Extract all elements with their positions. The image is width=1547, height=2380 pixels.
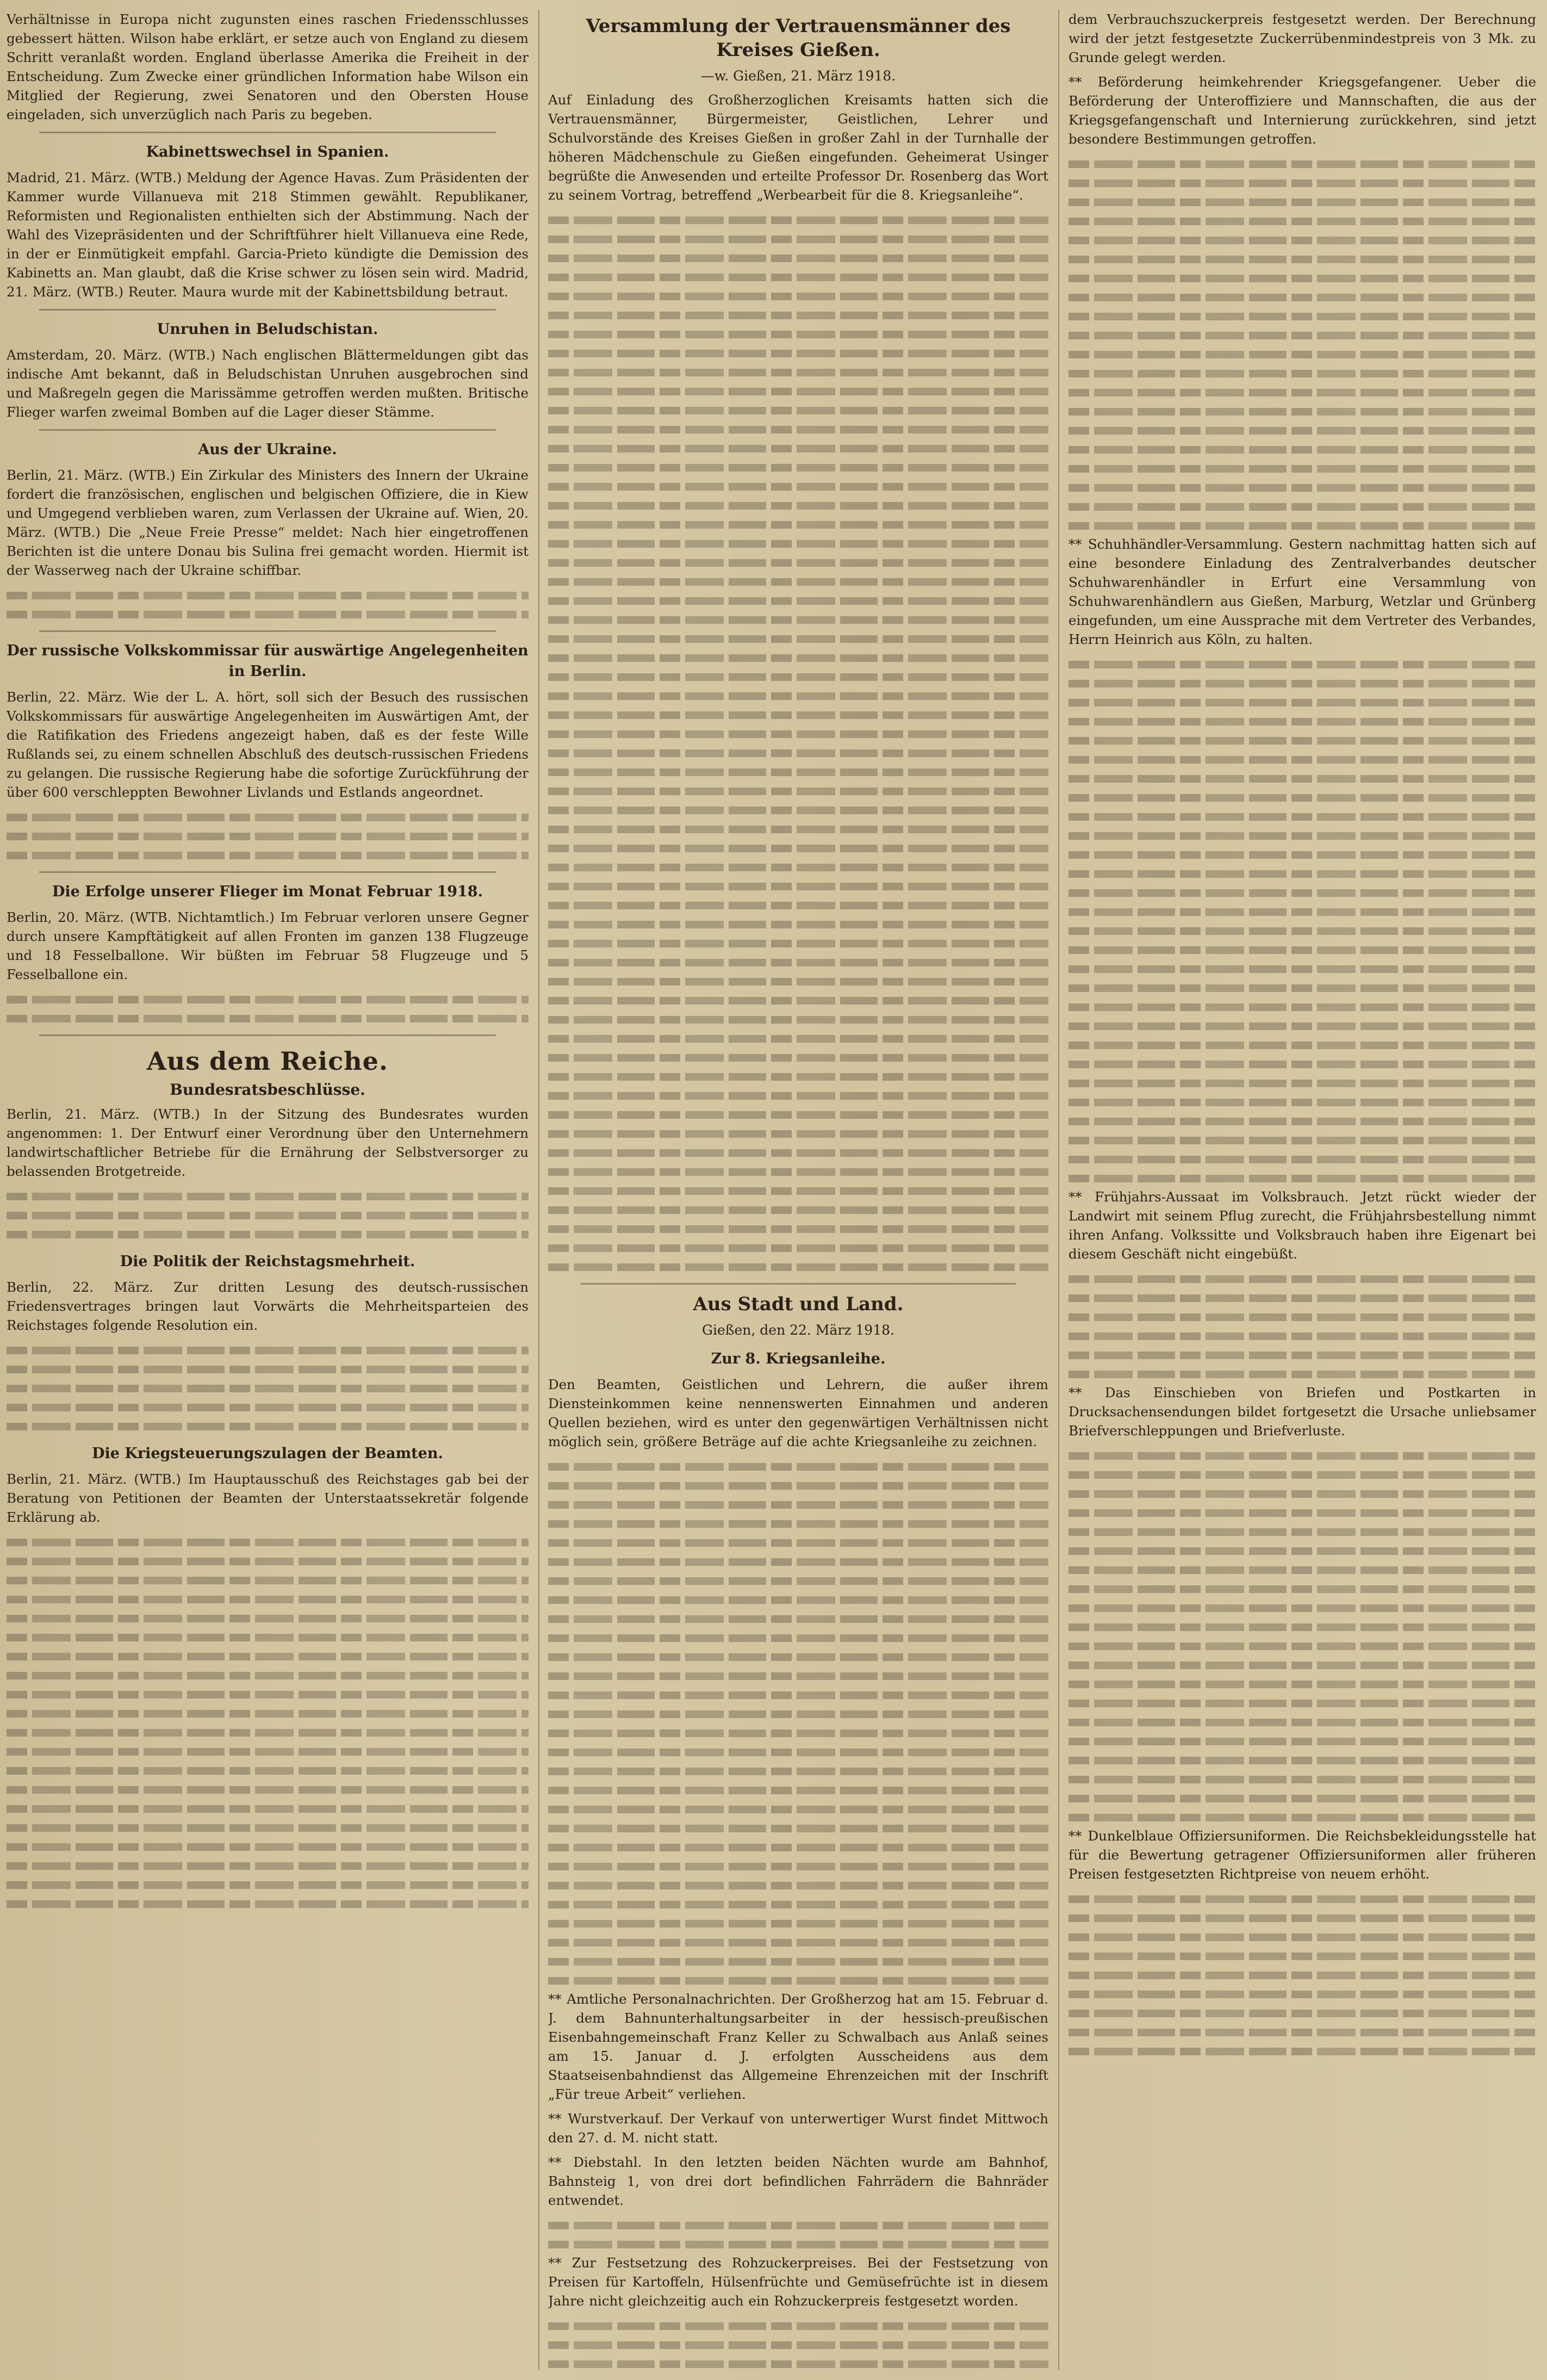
headline: Bundesratsbeschlüsse. bbox=[170, 1081, 365, 1099]
illegible-text-line bbox=[7, 1875, 529, 1893]
illegible-text-line bbox=[548, 629, 1048, 647]
illegible-text-line bbox=[7, 604, 529, 623]
illegible-text-line bbox=[1068, 173, 1536, 191]
illegible-text-line bbox=[1068, 1807, 1536, 1826]
separator bbox=[39, 132, 496, 133]
illegible-text-line bbox=[7, 1722, 529, 1741]
illegible-text-line bbox=[7, 1703, 529, 1722]
dateline: Gießen, den 22. März 1918. bbox=[702, 1322, 894, 1338]
article-text: ** Frühjahrs-Aussaat im Volksbrauch. Jetzt rückt wieder der Landwirt mit seinem Pflug zurecht, die Frühjahrsbestellung nimmt ihren Anfang. Volkssitte und Volksbrauch haben ihre Eigenart bei diesem Geschäft nicht eingebüßt. bbox=[1068, 1189, 1536, 1262]
illegible-text-line bbox=[548, 400, 1048, 419]
illegible-text-line bbox=[548, 362, 1048, 381]
article-text: Berlin, 20. März. (WTB. Nichtamtlich.) Im Februar verloren unsere Gegner durch unsere Kampftätigkeit auf allen Fronten im ganzen 138 Flugzeuge und 18 Fesselballone. Wir büßten im Februar 58 Flugzeuge und 5 Fesselballone ein. bbox=[7, 909, 529, 982]
illegible-text-line bbox=[548, 1704, 1048, 1722]
illegible-text-line bbox=[1068, 749, 1536, 768]
illegible-text-line bbox=[7, 1008, 529, 1027]
illegible-text-line bbox=[1068, 711, 1536, 730]
illegible-text-line bbox=[1068, 807, 1536, 825]
article-text: Amsterdam, 20. März. (WTB.) Nach englischen Blättermeldungen gibt das indische Amt bekannt, daß in Beludschistan Unruhen ausgebrochen sind und Maßregeln gegen die Marissämme getroffen werden mußten. Britische Flieger warfen zweimal Bomben auf die Lager dieser Stämme. bbox=[7, 347, 529, 420]
illegible-text-line bbox=[548, 248, 1048, 266]
illegible-text-line bbox=[548, 1628, 1048, 1646]
article-text: Berlin, 21. März. (WTB.) Im Hauptausschuß des Reichstages gab bei der Beratung von Petitionen der Beamten der Unterstaatssekretär folgende Erklärung ab. bbox=[7, 1471, 529, 1525]
illegible-text-line bbox=[1068, 439, 1536, 458]
illegible-text-line bbox=[548, 762, 1048, 780]
illegible-text-line bbox=[548, 705, 1048, 723]
illegible-text-line bbox=[548, 610, 1048, 628]
separator bbox=[39, 630, 496, 632]
illegible-text-line bbox=[1068, 1092, 1536, 1111]
illegible-text-line bbox=[1068, 864, 1536, 882]
illegible-text-line bbox=[548, 2234, 1048, 2253]
illegible-text-line bbox=[1068, 382, 1536, 401]
article-text: Berlin, 21. März. (WTB.) Ein Zirkular des Ministers des Innern der Ukraine fordert die französischen, englischen und belgischen Offiziere, die in Kiew und Umgegend verblieben waren, zum Verlassen der Ukraine auf. Wien, 20. März. (WTB.) Die „Neue Freie Presse“ meldet: Nach hier eingetroffenen Berichten ist die untere Donau bis Sulina frei gemacht worden. Hiermit ist der Wasserweg nach der Ukraine schiffbar. bbox=[7, 467, 529, 578]
illegible-text-line bbox=[1068, 1054, 1536, 1073]
illegible-text-line bbox=[1068, 1908, 1536, 1926]
headline: Die Erfolge unserer Flieger im Monat Februar 1918. bbox=[52, 883, 483, 900]
illegible-text-line bbox=[7, 1761, 529, 1779]
illegible-text-line bbox=[548, 1456, 1048, 1475]
article-text: Madrid, 21. März. (WTB.) Meldung der Agence Havas. Zum Präsidenten der Kammer wurde Villanueva mit 218 Stimmen gewählt. Republikaner, Reformisten und Regionalisten enthielten sich der Abstimmung. Nach der Wahl des Vizepräsidenten und der Schriftführer hielt Villanueva eine Rede, in der er Einmütigkeit empfahl. Garcia-Prieto kündigte die Demission des Kabinetts an. Man glaubt, daß die Krise schwer zu lösen sein wird. Madrid, 21. März. (WTB.) Reuter. Maura wurde mit der Kabinettsbildung betraut. bbox=[7, 170, 529, 300]
illegible-text-line bbox=[7, 1416, 529, 1435]
separator bbox=[581, 1283, 1016, 1285]
article-text: Den Beamten, Geistlichen und Lehrern, die außer ihrem Diensteinkommen keine nennenswerten Einnahmen und anderen Quellen beziehen, wird es unter den gegenwärtigen Verhältnissen nicht möglich sein, größere Beträge auf die achte Kriegsanleihe zu zeichnen. bbox=[548, 1377, 1048, 1449]
illegible-text-line bbox=[1068, 1889, 1536, 1907]
illegible-text-line bbox=[548, 1685, 1048, 1703]
illegible-text-line bbox=[7, 1780, 529, 1798]
headline: Die Politik der Reichstagsmehrheit. bbox=[120, 1253, 415, 1270]
illegible-text-line bbox=[1068, 1655, 1536, 1674]
illegible-text-line bbox=[548, 1105, 1048, 1123]
illegible-text-line bbox=[548, 381, 1048, 400]
illegible-text-line bbox=[548, 1028, 1048, 1047]
illegible-text-line bbox=[1068, 497, 1536, 515]
illegible-text-line bbox=[7, 1741, 529, 1760]
illegible-text-line bbox=[548, 1495, 1048, 1513]
illegible-text-line bbox=[548, 419, 1048, 438]
illegible-text-line bbox=[548, 1571, 1048, 1589]
column-3 bbox=[1068, 10, 1536, 2370]
illegible-text-line bbox=[7, 1894, 529, 1912]
illegible-text-line bbox=[1068, 1731, 1536, 1750]
illegible-text-line bbox=[548, 743, 1048, 761]
illegible-text-line bbox=[7, 989, 529, 1008]
column-rule bbox=[1058, 10, 1059, 2370]
article-text: Auf Einladung des Großherzoglichen Kreisamts hatten sich die Vertrauensmänner, Bürgermeister, Geistlichen, Lehrer und Schulvorstände des Kreises Gießen in großer Zahl in der Turnhalle der höheren Mädchenschule zu Gießen eingefunden. Geheimerat Usinger begrüßte die Anwesenden und erteilte Professor Dr. Rosenberg das Wort zu seinem Vortrag, betreffend „Werbearbeit für die 8. Kriegsanleihe“. bbox=[548, 92, 1048, 203]
illegible-text-line bbox=[7, 585, 529, 604]
illegible-text-line bbox=[7, 1627, 529, 1646]
illegible-text-line bbox=[548, 229, 1048, 247]
illegible-text-line bbox=[1068, 940, 1536, 958]
article-text: ** Schuhhändler-Versammlung. Gestern nachmittag hatten sich auf eine besondere Einladung des Zentralverbandes deutscher Schuhwarenhändler in Erfurt eine Versammlung von Schuhwarenhändlern aus Gießen, Marburg, Wetzlar und Grünberg eingefunden, um eine Aussprache mit dem Vertreter des Verbandes, Herrn Heinrich aus Köln, zu halten. bbox=[1068, 536, 1536, 647]
illegible-text-line bbox=[1068, 1111, 1536, 1130]
illegible-text-line bbox=[1068, 325, 1536, 344]
illegible-text-line bbox=[1068, 1769, 1536, 1788]
illegible-text-line bbox=[548, 495, 1048, 514]
illegible-text-line bbox=[548, 990, 1048, 1009]
illegible-text-line bbox=[548, 1932, 1048, 1951]
headline: Aus der Ukraine. bbox=[198, 441, 337, 458]
illegible-text-line bbox=[548, 1856, 1048, 1875]
illegible-text-line bbox=[1068, 1149, 1536, 1168]
illegible-text-line bbox=[548, 1552, 1048, 1570]
article-text: ** Amtliche Personalnachrichten. Der Großherzog hat am 15. Februar d. J. dem Bahnunterhaltungsarbeiter in der hessisch-preußischen Eisenbahngemeinschaft Franz Keller zu Schwalbach aus Anlaß seines am 15. Januar d. J. erfolgten Ausscheidens aus dem Staatseisenbahndienst das Allgemeine Ehrenzeichen mit der Inschrift „Für treue Arbeit“ verliehen. bbox=[548, 1991, 1048, 2102]
illegible-text-line bbox=[1068, 1073, 1536, 1092]
illegible-text-line bbox=[548, 1238, 1048, 1256]
article-text: ** Beförderung heimkehrender Kriegsgefangener. Ueber die Beförderung der Unteroffiziere und Mannschaften, die aus der Kriegsgefangenschaft und Internierung zurückkehren, sind jetzt besondere Bestimmungen getroffen. bbox=[1068, 74, 1536, 147]
illegible-text-line bbox=[7, 845, 529, 864]
separator bbox=[39, 309, 496, 311]
illegible-text-line bbox=[1068, 654, 1536, 673]
illegible-text-line bbox=[1068, 154, 1536, 172]
illegible-text-line bbox=[7, 1856, 529, 1874]
illegible-text-line bbox=[548, 1143, 1048, 1161]
article-text: ** Das Einschieben von Briefen und Postkarten in Drucksachensendungen bildet fortgesetzt die Ursache unliebsamer Briefverschleppungen und Briefverluste. bbox=[1068, 1385, 1536, 1439]
illegible-text-line bbox=[548, 438, 1048, 457]
illegible-text-line bbox=[1068, 1522, 1536, 1540]
illegible-text-line bbox=[548, 1009, 1048, 1028]
illegible-text-line bbox=[548, 1875, 1048, 1894]
illegible-text-line bbox=[548, 1124, 1048, 1142]
article-text: ** Diebstahl. In den letzten beiden Nächten wurde am Bahnhof, Bahnsteig 1, von drei dort befindlichen Fahrrädern die Bahnräder entwendet. bbox=[548, 2154, 1048, 2208]
separator bbox=[39, 1034, 496, 1036]
illegible-text-line bbox=[548, 324, 1048, 343]
illegible-text-line bbox=[1068, 1693, 1536, 1712]
illegible-text-line bbox=[548, 819, 1048, 838]
illegible-text-line bbox=[1068, 1598, 1536, 1616]
illegible-text-line bbox=[1068, 959, 1536, 977]
illegible-text-line bbox=[548, 2354, 1048, 2370]
illegible-text-line bbox=[548, 1533, 1048, 1551]
illegible-text-line bbox=[1068, 1288, 1536, 1306]
illegible-text-line bbox=[548, 210, 1048, 228]
illegible-text-line bbox=[548, 1067, 1048, 1085]
illegible-text-line bbox=[548, 1647, 1048, 1665]
illegible-text-line bbox=[548, 648, 1048, 666]
illegible-text-line bbox=[1068, 768, 1536, 787]
illegible-text-line bbox=[548, 667, 1048, 685]
illegible-text-line bbox=[1068, 268, 1536, 287]
illegible-text-line bbox=[548, 1951, 1048, 1970]
illegible-text-line bbox=[548, 724, 1048, 742]
illegible-text-line bbox=[1068, 1788, 1536, 1807]
illegible-text-line bbox=[548, 1970, 1048, 1989]
illegible-text-line bbox=[7, 1570, 529, 1589]
illegible-text-line bbox=[1068, 211, 1536, 230]
illegible-text-line bbox=[548, 1723, 1048, 1741]
illegible-text-line bbox=[548, 781, 1048, 799]
illegible-text-line bbox=[7, 1837, 529, 1855]
illegible-text-line bbox=[1068, 1984, 1536, 2003]
illegible-text-line bbox=[548, 1894, 1048, 1913]
illegible-text-line bbox=[548, 1609, 1048, 1627]
illegible-text-line bbox=[548, 838, 1048, 857]
illegible-text-line bbox=[548, 1837, 1048, 1856]
illegible-text-line bbox=[7, 1186, 529, 1205]
separator bbox=[39, 871, 496, 873]
article-text: Berlin, 21. März. (WTB.) In der Sitzung des Bundesrates wurden angenommen: 1. Der Entwurf einer Verordnung über den Unternehmern landwirtschaftlicher Betriebe für die Ernährung der Selbstversorger zu belassenden Brotgetreide. bbox=[7, 1106, 529, 1179]
illegible-text-line bbox=[1068, 1307, 1536, 1325]
illegible-text-line bbox=[548, 267, 1048, 286]
illegible-text-line bbox=[1068, 1617, 1536, 1635]
illegible-text-line bbox=[1068, 1446, 1536, 1464]
illegible-text-line bbox=[1068, 363, 1536, 382]
illegible-text-line bbox=[548, 286, 1048, 305]
column-1 bbox=[7, 10, 529, 2370]
illegible-text-line bbox=[1068, 788, 1536, 806]
illegible-text-line bbox=[1068, 1541, 1536, 1559]
illegible-text-line bbox=[7, 1665, 529, 1684]
illegible-text-line bbox=[1068, 1712, 1536, 1731]
illegible-text-line bbox=[7, 1551, 529, 1570]
illegible-text-line bbox=[1068, 1016, 1536, 1034]
illegible-text-line bbox=[1068, 826, 1536, 844]
section-title: Aus dem Reiche. bbox=[147, 1046, 388, 1076]
illegible-text-line bbox=[548, 1799, 1048, 1818]
illegible-text-line bbox=[1068, 921, 1536, 939]
illegible-text-line bbox=[1068, 692, 1536, 711]
illegible-text-line bbox=[1068, 287, 1536, 306]
illegible-text-line bbox=[1068, 845, 1536, 863]
illegible-text-line bbox=[7, 1608, 529, 1627]
illegible-text-line bbox=[548, 1761, 1048, 1780]
illegible-text-line bbox=[1068, 883, 1536, 901]
illegible-text-line bbox=[548, 1048, 1048, 1066]
illegible-text-line bbox=[1068, 1269, 1536, 1287]
illegible-text-line bbox=[548, 1590, 1048, 1608]
illegible-text-line bbox=[7, 1799, 529, 1817]
illegible-text-line bbox=[548, 1476, 1048, 1494]
headline: Der russische Volkskommissar für auswärtige Angelegenheiten in Berlin. bbox=[7, 642, 529, 680]
headline: Die Kriegsteuerungszulagen der Beamten. bbox=[92, 1445, 443, 1462]
article-text: Berlin, 22. März. Wie der L. A. hört, soll sich der Besuch des russischen Volkskommissars für auswärtige Angelegenheiten im Auswärtigen Amt, der die Ratifikation des Friedens angezeigt haben, daß es der feste Wille Rußlands sei, zu einem schnellen Abschluß des deutsch-russischen Friedens zu gelangen. Die russische Regierung habe die sofortige Zurückführung der über 600 verschleppten Bewohner Livlands und Estlands angeordnet. bbox=[7, 689, 529, 800]
illegible-text-line bbox=[1068, 1965, 1536, 1984]
illegible-text-line bbox=[1068, 1168, 1536, 1187]
separator bbox=[39, 429, 496, 431]
illegible-text-line bbox=[7, 1684, 529, 1703]
dateline: —w. Gießen, 21. März 1918. bbox=[700, 68, 896, 84]
illegible-text-line bbox=[1068, 478, 1536, 496]
illegible-text-line bbox=[548, 2215, 1048, 2234]
illegible-text-line bbox=[548, 343, 1048, 362]
illegible-text-line bbox=[548, 1200, 1048, 1218]
illegible-text-line bbox=[548, 2316, 1048, 2334]
illegible-text-line bbox=[1068, 1636, 1536, 1654]
illegible-text-line bbox=[548, 572, 1048, 590]
column-rule bbox=[538, 10, 539, 2370]
illegible-text-line bbox=[548, 515, 1048, 533]
illegible-text-line bbox=[7, 807, 529, 826]
illegible-text-line bbox=[1068, 1503, 1536, 1521]
illegible-text-line bbox=[1068, 1035, 1536, 1053]
illegible-text-line bbox=[548, 914, 1048, 933]
illegible-text-line bbox=[1068, 730, 1536, 749]
illegible-text-line bbox=[1068, 1364, 1536, 1383]
illegible-text-line bbox=[1068, 2022, 1536, 2041]
illegible-text-line bbox=[548, 971, 1048, 990]
illegible-text-line bbox=[1068, 1484, 1536, 1502]
illegible-text-line bbox=[548, 1219, 1048, 1237]
illegible-text-line bbox=[548, 305, 1048, 324]
illegible-text-line bbox=[7, 1340, 529, 1359]
illegible-text-line bbox=[548, 1181, 1048, 1199]
illegible-text-line bbox=[548, 534, 1048, 552]
illegible-text-line bbox=[548, 933, 1048, 952]
article-text: ** Dunkelblaue Offiziersuniformen. Die Reichsbekleidungsstelle hat für die Bewertung getragener Offiziersuniformen aller früheren Preisen festgesetzten Richtpreise von neuem erhöht. bbox=[1068, 1828, 1536, 1882]
illegible-text-line bbox=[548, 876, 1048, 895]
illegible-text-line bbox=[548, 476, 1048, 495]
illegible-text-line bbox=[548, 1514, 1048, 1532]
illegible-text-line bbox=[548, 1818, 1048, 1837]
illegible-text-line bbox=[548, 1666, 1048, 1684]
illegible-text-line bbox=[1068, 1465, 1536, 1483]
illegible-text-line bbox=[7, 1532, 529, 1551]
article-text: dem Verbrauchszuckerpreis festgesetzt werden. Der Berechnung wird der jetzt festgesetzte Zuckerrübenmindestpreis von 3 Mk. zu Grunde gelegt werden. bbox=[1068, 11, 1536, 65]
illegible-text-line bbox=[548, 1742, 1048, 1761]
illegible-text-line bbox=[1068, 673, 1536, 692]
illegible-text-line bbox=[548, 686, 1048, 704]
column-2 bbox=[548, 10, 1048, 2370]
illegible-text-line bbox=[7, 1359, 529, 1378]
headline: Zur 8. Kriegsanleihe. bbox=[711, 1350, 886, 1367]
illegible-text-line bbox=[1068, 1345, 1536, 1363]
illegible-text-line bbox=[1068, 2041, 1536, 2060]
illegible-text-line bbox=[7, 1646, 529, 1665]
illegible-text-line bbox=[548, 952, 1048, 971]
illegible-text-line bbox=[7, 1397, 529, 1416]
illegible-text-line bbox=[1068, 1579, 1536, 1597]
illegible-text-line bbox=[7, 826, 529, 845]
illegible-text-line bbox=[548, 1913, 1048, 1932]
illegible-text-line bbox=[1068, 978, 1536, 996]
illegible-text-line bbox=[7, 1589, 529, 1608]
illegible-text-line bbox=[1068, 2003, 1536, 2022]
illegible-text-line bbox=[1068, 192, 1536, 210]
illegible-text-line bbox=[1068, 458, 1536, 477]
headline: Unruhen in Beludschistan. bbox=[157, 321, 378, 338]
article-text: ** Zur Festsetzung des Rohzuckerpreises. Bei der Festsetzung von Preisen für Kartoffeln, Hülsenfrüchte und Gemüsefrüchte ist in diesem Jahre nicht gleichzeitig auch ein Rohzuckerpreis festgesetzt worden. bbox=[548, 2255, 1048, 2309]
article-text: Verhältnisse in Europa nicht zugunsten eines raschen Friedensschlusses gebessert hätten. Wilson habe erklärt, er setze auch von England zu diesem Schritt veranlaßt worden. England überlasse Amerika die Freiheit in der Entscheidung. Zum Zwecke einer gründlichen Information habe Wilson ein Mitglied der Regierung, zwei Senatoren und den Obersten House eingeladen, sich unverzüglich nach Paris zu begeben. bbox=[7, 11, 529, 122]
illegible-text-line bbox=[1068, 249, 1536, 268]
headline: Versammlung der Vertrauensmänner des Kreises Gießen. bbox=[586, 15, 1011, 61]
illegible-text-line bbox=[7, 1378, 529, 1397]
illegible-text-line bbox=[548, 591, 1048, 609]
illegible-text-line bbox=[1068, 420, 1536, 439]
illegible-text-line bbox=[1068, 1130, 1536, 1149]
illegible-text-line bbox=[7, 1818, 529, 1836]
illegible-text-line bbox=[548, 800, 1048, 819]
illegible-text-line bbox=[548, 857, 1048, 876]
illegible-text-line bbox=[1068, 1946, 1536, 1964]
illegible-text-line bbox=[1068, 1927, 1536, 1945]
illegible-text-line bbox=[1068, 306, 1536, 325]
illegible-text-line bbox=[548, 895, 1048, 914]
illegible-text-line bbox=[548, 1257, 1048, 1275]
illegible-text-line bbox=[1068, 1326, 1536, 1344]
illegible-text-line bbox=[1068, 230, 1536, 249]
illegible-text-line bbox=[548, 1780, 1048, 1799]
illegible-text-line bbox=[548, 1162, 1048, 1180]
illegible-text-line bbox=[1068, 1750, 1536, 1769]
headline: Kabinettswechsel in Spanien. bbox=[146, 144, 389, 160]
illegible-text-line bbox=[548, 1086, 1048, 1104]
illegible-text-line bbox=[1068, 1674, 1536, 1693]
illegible-text-line bbox=[1068, 344, 1536, 363]
illegible-text-line bbox=[548, 2335, 1048, 2353]
article-text: ** Wurstverkauf. Der Verkauf von unterwertiger Wurst findet Mittwoch den 27. d. M. nicht statt. bbox=[548, 2111, 1048, 2146]
illegible-text-line bbox=[7, 1224, 529, 1243]
illegible-text-line bbox=[1068, 1560, 1536, 1578]
illegible-text-line bbox=[1068, 401, 1536, 420]
illegible-text-line bbox=[548, 553, 1048, 571]
illegible-text-line bbox=[7, 1205, 529, 1224]
illegible-text-line bbox=[548, 457, 1048, 476]
illegible-text-line bbox=[1068, 516, 1536, 534]
illegible-text-line bbox=[1068, 902, 1536, 920]
illegible-text-line bbox=[1068, 997, 1536, 1015]
article-text: Berlin, 22. März. Zur dritten Lesung des deutsch-russischen Friedensvertrages bringen laut Vorwärts die Mehrheitsparteien des Reichstages folgende Resolution ein. bbox=[7, 1279, 529, 1333]
section-title: Aus Stadt und Land. bbox=[693, 1293, 904, 1315]
